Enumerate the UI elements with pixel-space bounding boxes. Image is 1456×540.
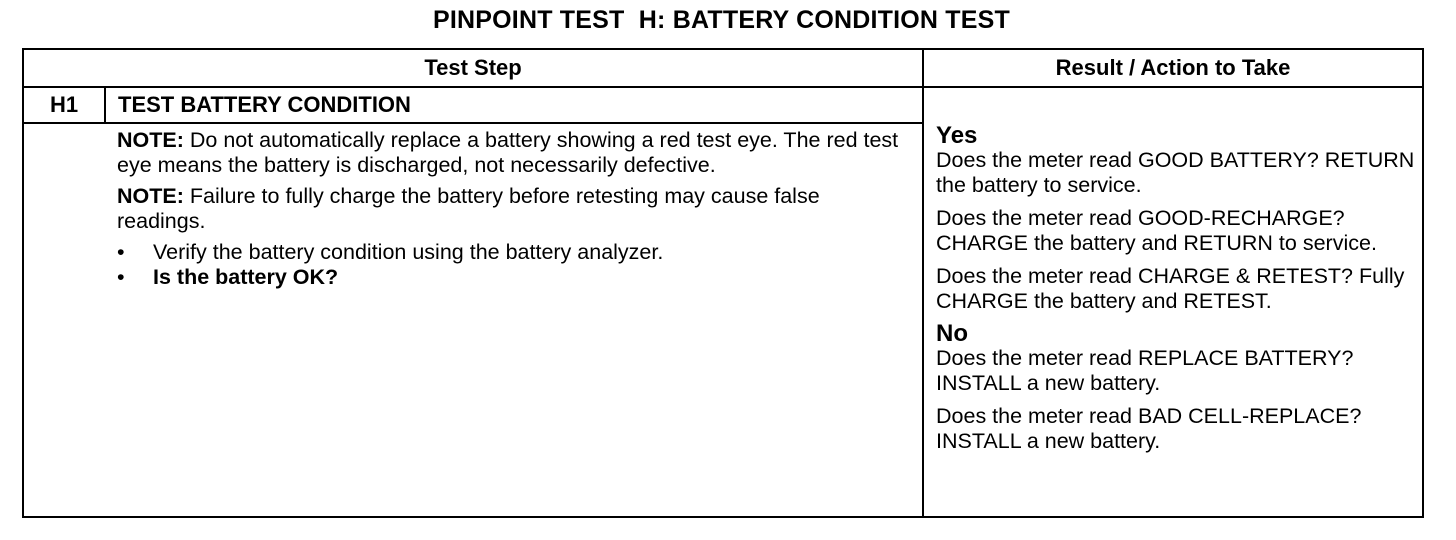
note-1-text: Do not automatically replace a battery showing a red test eye. The red test eye means the battery is discharged, not necessarily defective.	[117, 128, 899, 177]
yes-label: Yes	[936, 122, 978, 149]
no-item: Does the meter read REPLACE BATTERY? INSTALL a new battery.	[936, 346, 1354, 395]
result-action-header: Result / Action to Take	[923, 49, 1423, 87]
step-id: H1	[23, 87, 105, 123]
note-2-label: NOTE:	[117, 184, 184, 208]
bullet-item	[117, 265, 912, 290]
bullet-item	[117, 240, 912, 265]
results-cell	[923, 87, 1423, 517]
yes-item: Does the meter read GOOD-RECHARGE? CHARGE the battery and RETURN to service.	[936, 206, 1377, 255]
test-step-header: Test Step	[23, 49, 923, 87]
note-1-label: NOTE:	[117, 128, 184, 152]
bullet-marker: •	[117, 265, 125, 289]
bullet-text: Verify the battery condition using the battery analyzer.	[153, 240, 664, 264]
bullet-question: Is the battery OK?	[153, 265, 339, 289]
note-1	[117, 128, 912, 178]
page-title: PINPOINT TEST H: BATTERY CONDITION TEST	[433, 6, 1010, 34]
step-title: TEST BATTERY CONDITION	[105, 87, 923, 123]
step-content	[105, 123, 923, 517]
note-2-text: Failure to fully charge the battery before retesting may cause false readings.	[117, 184, 820, 233]
no-item: Does the meter read BAD CELL-REPLACE? INSTALL a new battery.	[936, 404, 1362, 453]
step-id-spacer	[23, 123, 105, 517]
bullet-marker: •	[117, 240, 125, 264]
no-label: No	[936, 320, 969, 347]
pinpoint-test-table	[22, 48, 1424, 518]
note-2	[117, 184, 912, 234]
yes-item: Does the meter read GOOD BATTERY? RETURN the battery to service.	[936, 148, 1415, 197]
yes-item: Does the meter read CHARGE & RETEST? Fully CHARGE the battery and RETEST.	[936, 264, 1405, 313]
